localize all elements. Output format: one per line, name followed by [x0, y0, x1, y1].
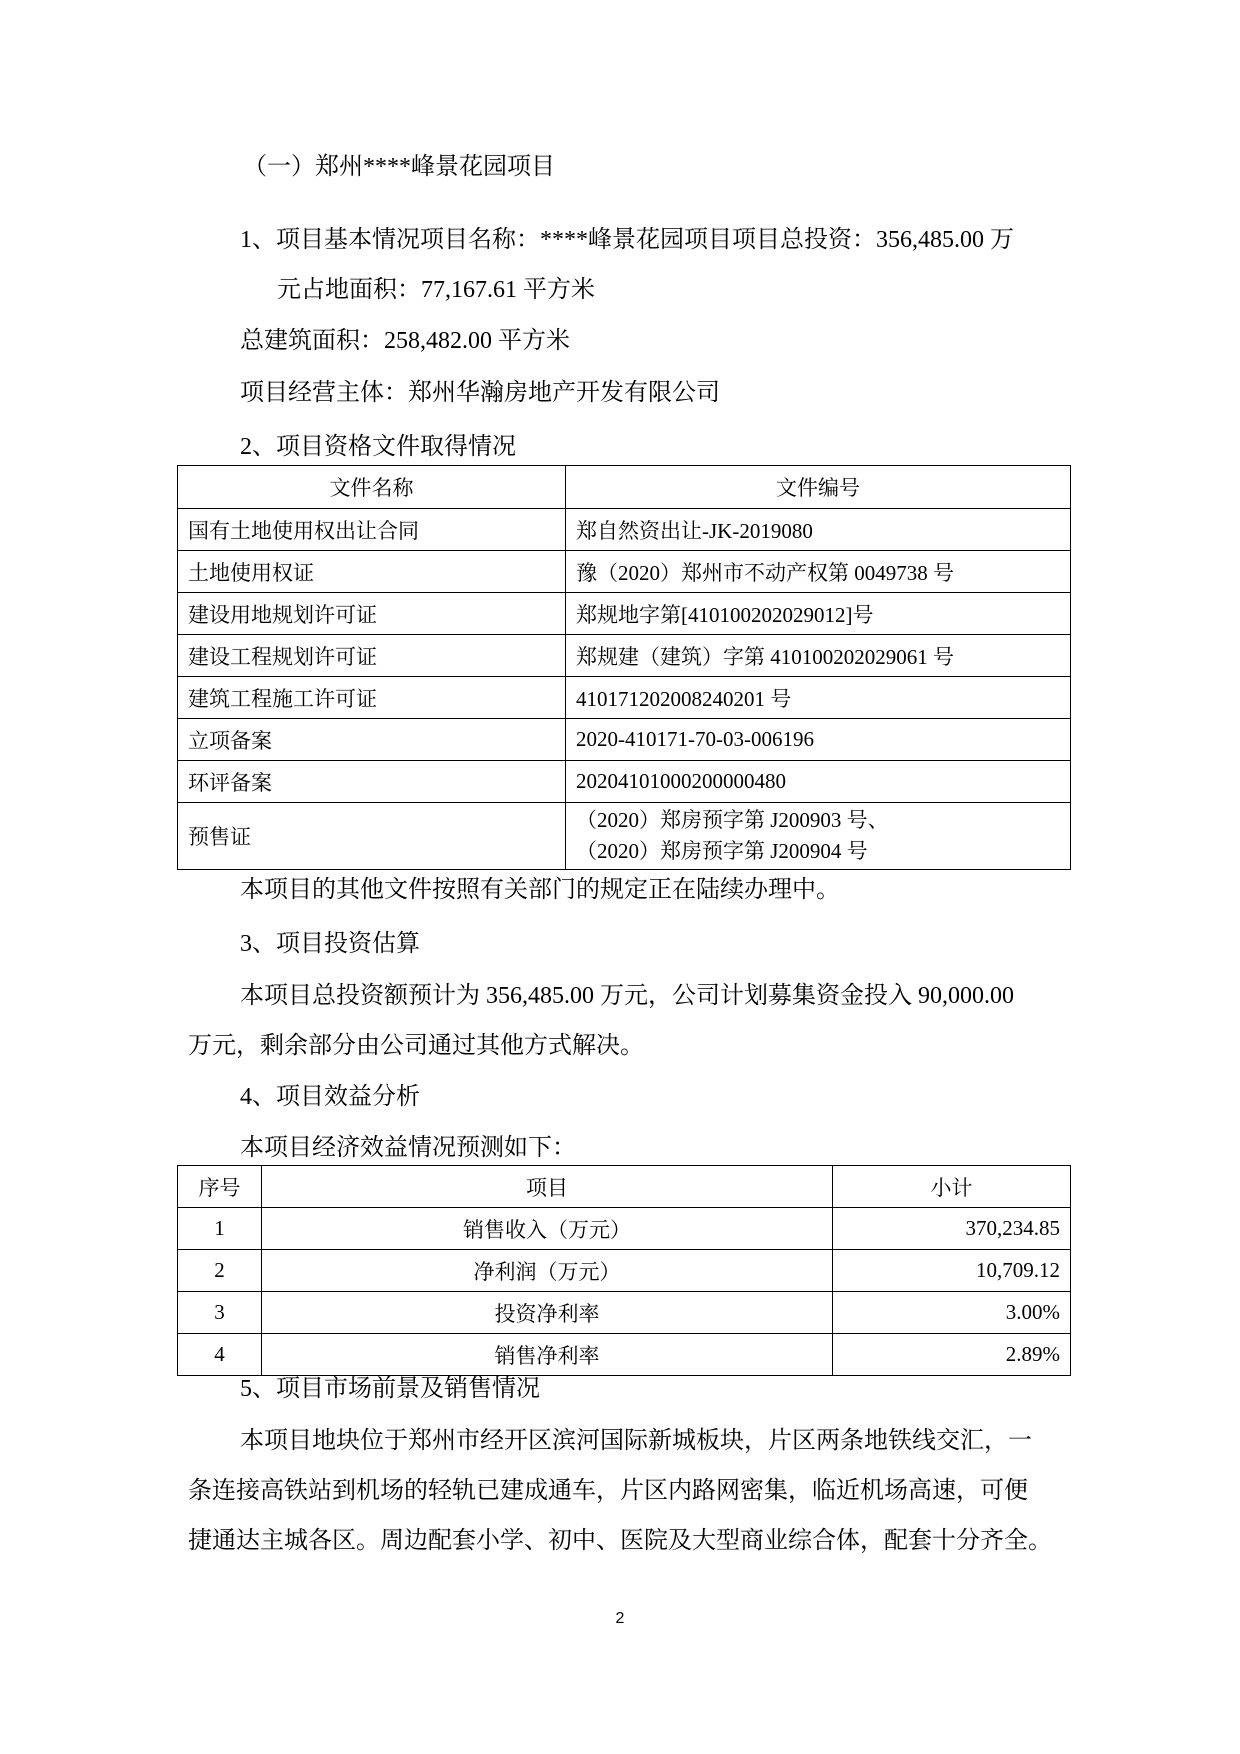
table-row [178, 677, 1071, 719]
table-row [178, 1292, 1071, 1334]
header-item: 项目 [262, 1166, 833, 1208]
section-title: （一）郑州****峰景花园项目 [243, 154, 555, 180]
doc-number-line-1: （2020）郑房预字第 J200903 号、 [576, 808, 889, 832]
row-item: 销售净利率 [262, 1334, 833, 1376]
doc-name: 建设用地规划许可证 [178, 593, 566, 635]
benefit-table [177, 1165, 1071, 1376]
doc-number [566, 803, 1071, 870]
basic-info-line-3: 总建筑面积：258,482.00 平方米 [240, 328, 570, 354]
doc-number: 郑规建（建筑）字第 410100202029061 号 [566, 635, 1071, 677]
doc-name: 建设工程规划许可证 [178, 635, 566, 677]
table-row [178, 719, 1071, 761]
doc-number: 郑自然资出让-JK-2019080 [566, 509, 1071, 551]
table-row [178, 761, 1071, 803]
doc-name: 土地使用权证 [178, 551, 566, 593]
market-heading: 5、项目市场前景及销售情况 [240, 1376, 540, 1402]
doc-number: 郑规地字第[410100202029012]号 [566, 593, 1071, 635]
doc-name: 预售证 [178, 803, 566, 870]
row-value: 2.89% [833, 1334, 1071, 1376]
header-doc-name: 文件名称 [178, 466, 566, 509]
table-row [178, 1250, 1071, 1292]
row-item: 投资净利率 [262, 1292, 833, 1334]
market-para-line-1: 本项目地块位于郑州市经开区滨河国际新城板块，片区两条地铁线交汇，一 [240, 1428, 1032, 1454]
doc-name: 国有土地使用权出让合同 [178, 509, 566, 551]
table-row [178, 803, 1071, 870]
doc-number: 豫（2020）郑州市不动产权第 0049738 号 [566, 551, 1071, 593]
basic-info-line-1: 1、项目基本情况项目名称：****峰景花园项目项目总投资：356,485.00 万 [240, 227, 1014, 253]
table-row [178, 509, 1071, 551]
header-doc-number: 文件编号 [566, 466, 1071, 509]
header-seq: 序号 [178, 1166, 262, 1208]
docs-heading: 2、项目资格文件取得情况 [240, 434, 516, 460]
row-seq: 4 [178, 1334, 262, 1376]
table-row [178, 635, 1071, 677]
doc-name: 环评备案 [178, 761, 566, 803]
invest-para-line-1: 本项目总投资额预计为 356,485.00 万元，公司计划募集资金投入 90,000.00 [240, 983, 1014, 1009]
row-seq: 1 [178, 1208, 262, 1250]
table-row [178, 1334, 1071, 1376]
table-row [178, 1208, 1071, 1250]
page-number: 2 [615, 1610, 625, 1627]
benefit-intro: 本项目经济效益情况预测如下： [240, 1135, 576, 1161]
table-row [178, 593, 1071, 635]
row-item: 销售收入（万元） [262, 1208, 833, 1250]
row-seq: 2 [178, 1250, 262, 1292]
table-row [178, 551, 1071, 593]
doc-number: 20204101000200000480 [566, 761, 1071, 803]
row-item: 净利润（万元） [262, 1250, 833, 1292]
doc-number: 2020-410171-70-03-006196 [566, 719, 1071, 761]
doc-name: 立项备案 [178, 719, 566, 761]
docs-note: 本项目的其他文件按照有关部门的规定正在陆续办理中。 [240, 877, 840, 903]
invest-heading: 3、项目投资估算 [240, 931, 420, 957]
row-value: 370,234.85 [833, 1208, 1071, 1250]
invest-para-line-2: 万元，剩余部分由公司通过其他方式解决。 [188, 1033, 644, 1059]
table-header-row [178, 466, 1071, 509]
basic-info-line-4: 项目经营主体：郑州华瀚房地产开发有限公司 [240, 380, 720, 406]
row-seq: 3 [178, 1292, 262, 1334]
market-para-line-3: 捷通达主城各区。周边配套小学、初中、医院及大型商业综合体，配套十分齐全。 [188, 1528, 1052, 1554]
table-header-row [178, 1166, 1071, 1208]
row-value: 10,709.12 [833, 1250, 1071, 1292]
row-value: 3.00% [833, 1292, 1071, 1334]
doc-name: 建筑工程施工许可证 [178, 677, 566, 719]
doc-number-line-2: （2020）郑房预字第 J200904 号 [576, 839, 868, 863]
benefit-heading: 4、项目效益分析 [240, 1084, 420, 1110]
qualification-docs-table [177, 465, 1071, 870]
basic-info-line-2: 元占地面积：77,167.61 平方米 [277, 277, 595, 303]
header-subtotal: 小计 [833, 1166, 1071, 1208]
doc-number: 410171202008240201 号 [566, 677, 1071, 719]
market-para-line-2: 条连接高铁站到机场的轻轨已建成通车，片区内路网密集，临近机场高速，可便 [188, 1478, 1028, 1504]
